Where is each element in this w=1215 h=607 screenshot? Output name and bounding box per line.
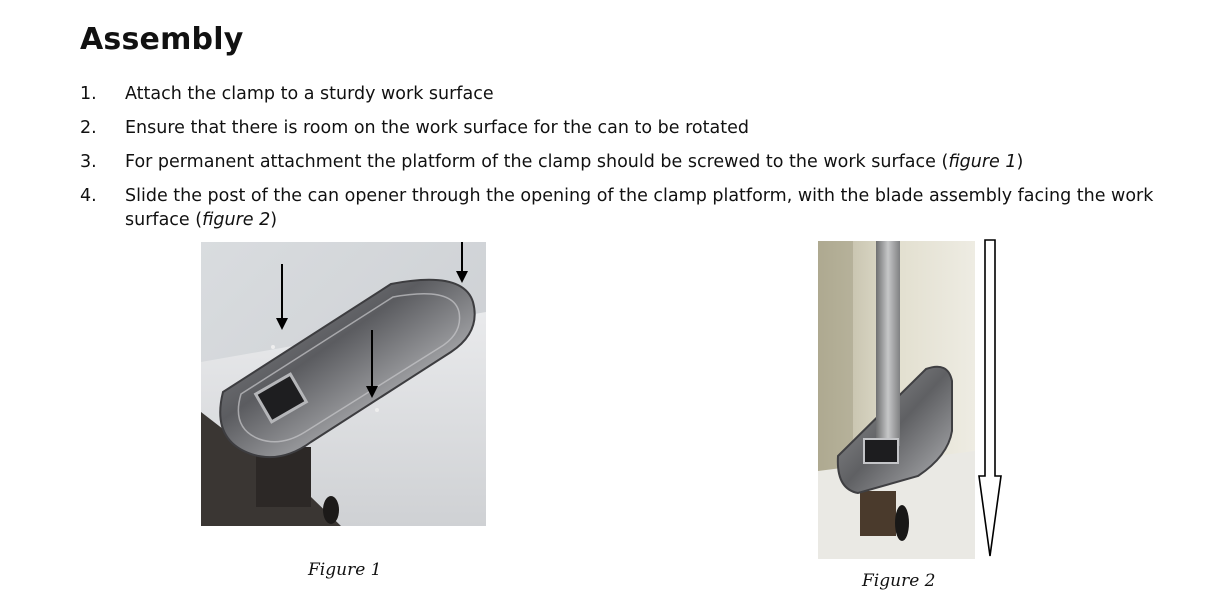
post-inserted-illustration xyxy=(818,241,975,559)
figure-2-caption: Figure 2 xyxy=(862,571,936,591)
page-title: Assembly xyxy=(80,22,244,57)
step-text xyxy=(125,150,1165,174)
step-text xyxy=(125,184,1165,232)
step-text: Attach the clamp to a sturdy work surface xyxy=(125,84,494,104)
step-number: 3. xyxy=(80,152,97,172)
figure-1-image xyxy=(201,242,486,526)
step-text-part: ) xyxy=(1016,152,1024,172)
step-text-part: surface ( xyxy=(125,210,203,230)
step-number: 1. xyxy=(80,84,97,104)
step-text-part: Slide the post of the can opener through the opening of the clamp platform, with the blade assembly facing the work xyxy=(125,186,1154,206)
step-number: 2. xyxy=(80,118,97,138)
figure-2-image xyxy=(818,241,975,559)
step-text-part: For permanent attachment the platform of the clamp should be screwed to the work surface ( xyxy=(125,152,949,172)
step-number: 4. xyxy=(80,186,97,206)
figure-reference: figure 2 xyxy=(202,210,271,230)
down-arrow-icon xyxy=(978,238,1004,558)
figure-1-caption: Figure 1 xyxy=(308,560,382,580)
figure-reference: figure 1 xyxy=(948,152,1017,172)
step-text: Ensure that there is room on the work surface for the can to be rotated xyxy=(125,118,749,138)
step-text-part: ) xyxy=(270,210,278,230)
clamp-platform-illustration xyxy=(201,242,486,526)
